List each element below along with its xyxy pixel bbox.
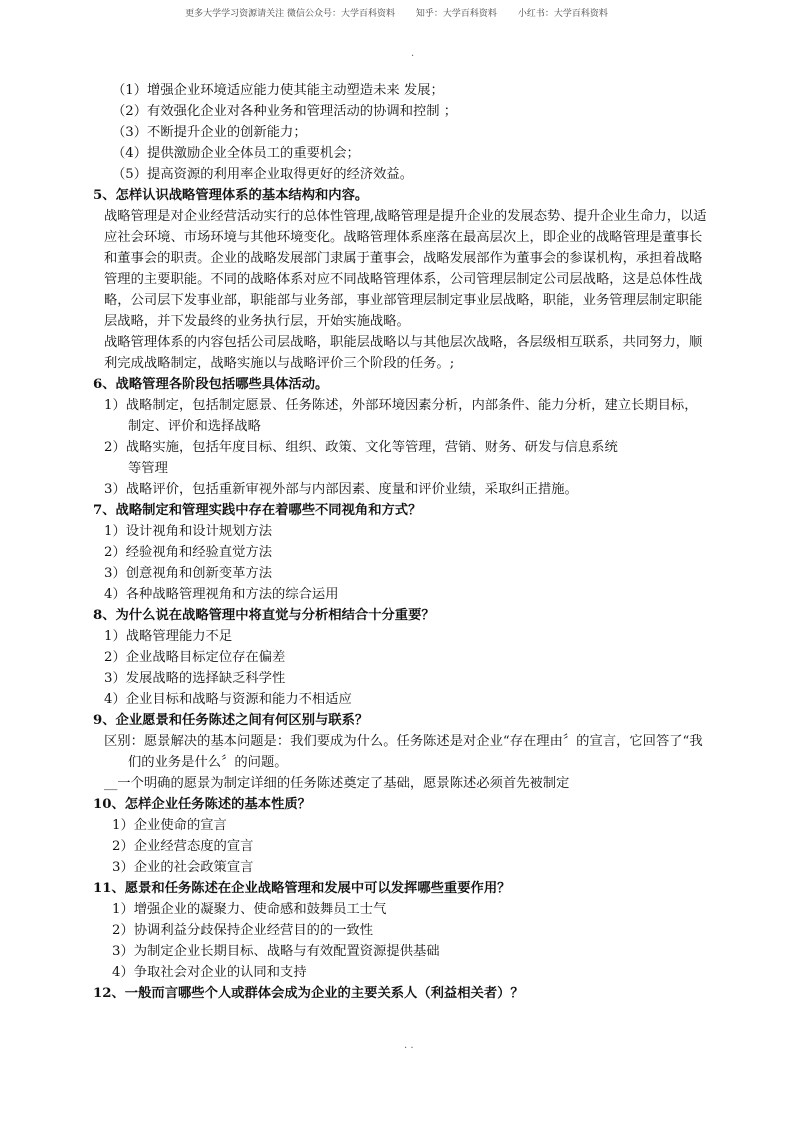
text-line: 4）争取社会对企业的认同和支持 [112, 965, 307, 980]
text-line: 等管理 [128, 461, 168, 476]
text-line: 战略管理体系的内容包括公司层战略，职能层战略以与其他层次战略，各层级相互联系，共同努力，顺 [104, 335, 703, 350]
text-line: 4）企业目标和战略与资源和能力不相适应 [104, 692, 352, 707]
page-marker-bottom: . . [404, 1040, 414, 1051]
question-heading: 6、战略管理各阶段包括哪些具体活动。 [93, 377, 329, 392]
text-line: 和董事会的职责。企业的战略发展部门隶属于董事会，战略发展部作为董事会的参谋机构，承担着战略 [104, 251, 703, 266]
text-line: 3）企业的社会政策宣言 [112, 860, 254, 875]
text-line: 2）战略实施，包括年度目标、组织、政策、文化等管理，营销、财务、研发与信息系统 [104, 440, 618, 455]
text-line: 3）为制定企业长期目标、战略与有效配置资源提供基础 [112, 944, 440, 959]
header-source-wechat: 更多大学学习资源请关注 微信公众号：大学百科资料 [185, 9, 396, 19]
text-line: 2）经验视角和经验直觉方法 [104, 545, 273, 560]
page-header [0, 6, 793, 19]
text-line: 制定、评价和选择战略 [128, 419, 261, 434]
question-heading: 11、愿景和任务陈述在企业战略管理和发展中可以发挥哪些重要作用？ [93, 881, 511, 896]
text-line: 利完成战略制定，战略实施以与战略评价三个阶段的任务。; [104, 356, 455, 371]
page-marker-top: . [411, 48, 415, 59]
header-source-zhihu: 知乎：大学百科资料 [415, 9, 497, 19]
text-line: 3）发展战略的选择缺乏科学性 [104, 671, 286, 686]
text-line: 1）企业使命的宣言 [112, 818, 227, 833]
text-line: 们的业务是什么〞的问题。 [128, 755, 288, 770]
text-line: 2）企业战略目标定位存在偏差 [104, 650, 286, 665]
document-body [0, 80, 793, 1004]
question-heading: 7、战略制定和管理实践中存在着哪些不同视角和方式？ [93, 503, 422, 518]
text-line: 1）增强企业的凝聚力、使命感和鼓舞员工士气 [112, 902, 387, 917]
text-line: 战略管理是对企业经营活动实行的总体性管理,战略管理是提升企业的发展态势、提升企业生命力，以适 [104, 209, 707, 224]
text-line: 3）战略评价，包括重新审视外部与内部因素、度量和评价业绩，采取纠正措施。 [104, 482, 578, 497]
question-heading: 9、企业愿景和任务陈述之间有何区别与联系？ [93, 713, 369, 728]
question-heading: 12、一般而言哪些个人或群体会成为企业的主要关系人（利益相关者）？ [93, 986, 524, 1001]
text-line: 层战略，并下发最终的业务执行层，开始实施战略。 [104, 314, 410, 329]
text-line: （1）增强企业环境适应能力使其能主动塑造未来 发展； [112, 83, 444, 98]
text-line: 管理的主要职能。不同的战略体系对应不同战略管理体系，公司管理层制定公司层战略，这是总体性战 [104, 272, 703, 287]
text-line: __一个明确的愿景为制定详细的任务陈述奠定了基础，愿景陈述必须首先被制定 [104, 776, 570, 791]
question-heading: 5、怎样认识战略管理体系的基本结构和内容。 [93, 188, 369, 203]
text-line: 2）企业经营态度的宣言 [112, 839, 254, 854]
text-line: 3）创意视角和创新变革方法 [104, 566, 273, 581]
text-line: 1）设计视角和设计规划方法 [104, 524, 273, 539]
text-line: 应社会环境、市场环境与其他环境变化。战略管理体系座落在最高层次上，即企业的战略管理是董事长 [104, 230, 703, 245]
text-line: 1）战略制定，包括制定愿景、任务陈述，外部环境因素分析，内部条件、能力分析，建立长期目标， [104, 398, 698, 413]
text-line: （2）有效强化企业对各种业务和管理活动的协调和控制 ； [112, 104, 458, 119]
text-line: （3）不断提升企业的创新能力； [112, 125, 307, 140]
header-source-xiaohongshu: 小红书：大学百科资料 [517, 9, 608, 19]
text-line: 区别：愿景解决的基本问题是：我们要成为什么。任务陈述是对企业“存在理由〞的宣言，它回答了“我 [104, 734, 703, 749]
question-heading: 8、为什么说在战略管理中将直觉与分析相结合十分重要？ [93, 608, 435, 623]
text-line: 4）各种战略管理视角和方法的综合运用 [104, 587, 339, 602]
question-heading: 10、怎样企业任务陈述的基本性质？ [93, 797, 311, 812]
text-line: 1）战略管理能力不足 [104, 629, 233, 644]
text-line: 2）协调利益分歧保持企业经营目的的一致性 [112, 923, 374, 938]
text-line: 略，公司层下发事业部，职能部与业务部，事业部管理层制定事业层战略，职能，业务管理层制定职能 [104, 293, 703, 308]
text-line: （4）提供激励企业全体员工的重要机会； [112, 146, 360, 161]
text-line: （5）提高资源的利用率企业取得更好的经济效益。 [112, 167, 413, 182]
